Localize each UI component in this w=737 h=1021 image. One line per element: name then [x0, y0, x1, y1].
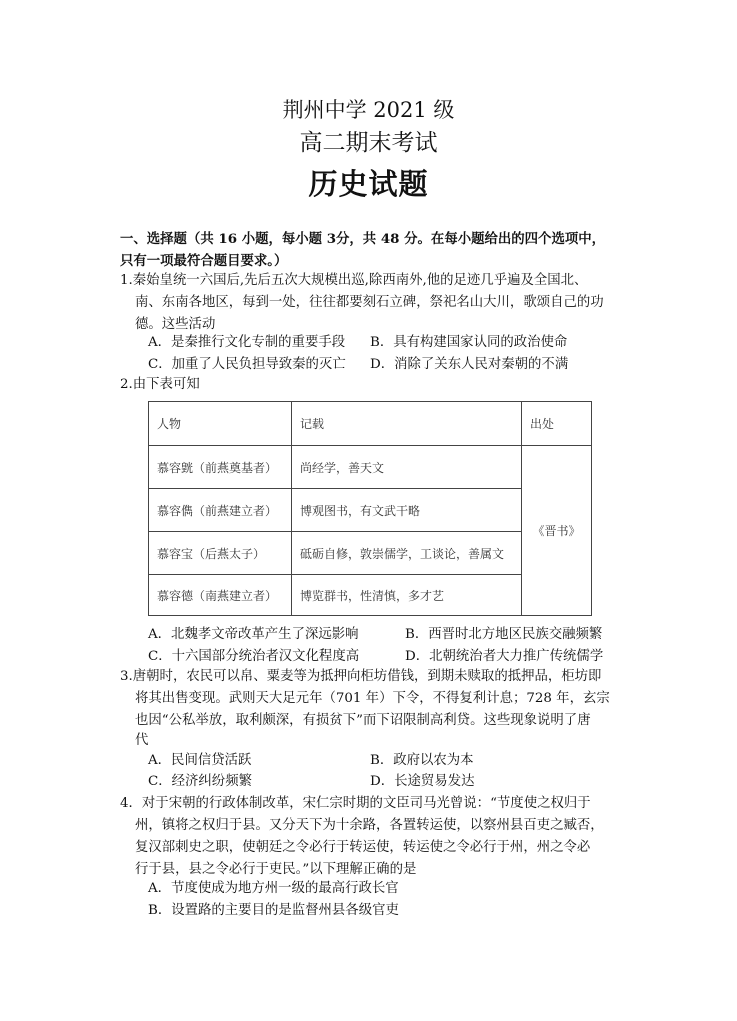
table-header-row — [149, 402, 592, 446]
q3-option-c: C．经济纠纷频繁 — [148, 774, 252, 789]
q1-option-b: B．具有构建国家认同的政治使命 — [370, 335, 568, 350]
q3-stem-line2: 将其出售变现。武则天大足元年（701 年）下令，不得复利计息；728 年，玄宗 — [135, 691, 610, 706]
section-heading-line1: 一、选择题（共 16 小题，每小题 3分，共 48 分。在每小题给出的四个选项中， — [120, 231, 606, 247]
table-cell-record: 博览群书，性清慎，多才艺 — [292, 575, 522, 616]
q2-table — [148, 401, 592, 616]
q2-option-d: D．北朝统治者大力推广传统儒学 — [405, 649, 604, 664]
q4-stem-line1: 4．对于宋朝的行政体制改革，宋仁宗时期的文臣司马光曾说：“节度使之权归于 — [120, 796, 591, 811]
subject-title: 历史试题 — [308, 167, 429, 201]
table-cell-record: 博观图书，有文武干略 — [292, 489, 522, 532]
q1-option-d: D．消除了关东人民对秦朝的不满 — [370, 357, 569, 372]
table-cell-record: 砥砺自修，敦崇儒学，工谈论，善属文 — [292, 532, 522, 575]
table-cell-person: 慕容皝（前燕奠基者） — [149, 446, 292, 489]
q4-stem-line4: 行于县，县之令必行于吏民。”以下理解正确的是 — [135, 862, 417, 877]
table-row — [149, 446, 592, 489]
q3-stem-line4: 代 — [135, 733, 149, 748]
table-cell-person: 慕容宝（后燕太子） — [149, 532, 292, 575]
table-header-source: 出处 — [522, 402, 592, 446]
q4-stem-line3: 复汉部刺史之职，使朝廷之令必行于转运使，转运使之令必行于州，州之令必 — [135, 840, 591, 855]
school-title: 荆州中学 2021 级 — [282, 98, 455, 122]
table-header-person: 人物 — [149, 402, 292, 446]
table-cell-record: 尚经学，善天文 — [292, 446, 522, 489]
q1-option-c: C．加重了人民负担导致秦的灭亡 — [148, 357, 346, 372]
q2-option-a: A．北魏孝文帝改革产生了深远影响 — [148, 627, 359, 642]
q1-stem-line3: 德。这些活动 — [135, 317, 216, 332]
q2-option-b: B．西晋时北方地区民族交融频繁 — [405, 627, 603, 642]
q2-stem: 2.由下表可知 — [120, 377, 200, 392]
q2-option-c: C．十六国部分统治者汉文化程度高 — [148, 649, 360, 664]
q4-stem-line2: 州，镇将之权归于县。又分天下为十余路，各置转运使，以察州县百吏之臧否， — [135, 818, 604, 833]
q3-stem-line3: 也因“公私举放，取利颇深，有损贫下”而下诏限制高利贷。这些现象说明了唐 — [135, 713, 591, 728]
table-cell-person: 慕容德（南燕建立者） — [149, 575, 292, 616]
table-cell-source: 《晋书》 — [522, 446, 592, 616]
q3-option-b: B．政府以农为本 — [370, 753, 474, 768]
q1-option-a: A．是秦推行文化专制的重要手段 — [148, 335, 346, 350]
q1-stem-line2: 南、东南各地区，每到一处，往往都要刻石立碑，祭祀名山大川，歌颂自己的功 — [135, 295, 604, 310]
q3-option-a: A．民间信贷活跃 — [148, 753, 252, 768]
q3-option-d: D．长途贸易发达 — [370, 774, 475, 789]
q4-option-b: B．设置路的主要目的是监督州县各级官吏 — [148, 903, 399, 918]
q3-stem-line1: 3.唐朝时，农民可以帛、粟麦等为抵押向柜坊借钱，到期未赎取的抵押品，柜坊即 — [120, 669, 602, 684]
table-cell-person: 慕容儁（前燕建立者） — [149, 489, 292, 532]
q1-stem-line1: 1.秦始皇统一六国后,先后五次大规模出巡,除西南外,他的足迹几乎遍及全国北、 — [120, 273, 588, 288]
table-header-record: 记载 — [292, 402, 522, 446]
section-heading-line2: 只有一项最符合题目要求。） — [120, 253, 288, 269]
q4-option-a: A．节度使成为地方州一级的最高行政长官 — [148, 881, 399, 896]
exam-title: 高二期末考试 — [299, 130, 438, 156]
